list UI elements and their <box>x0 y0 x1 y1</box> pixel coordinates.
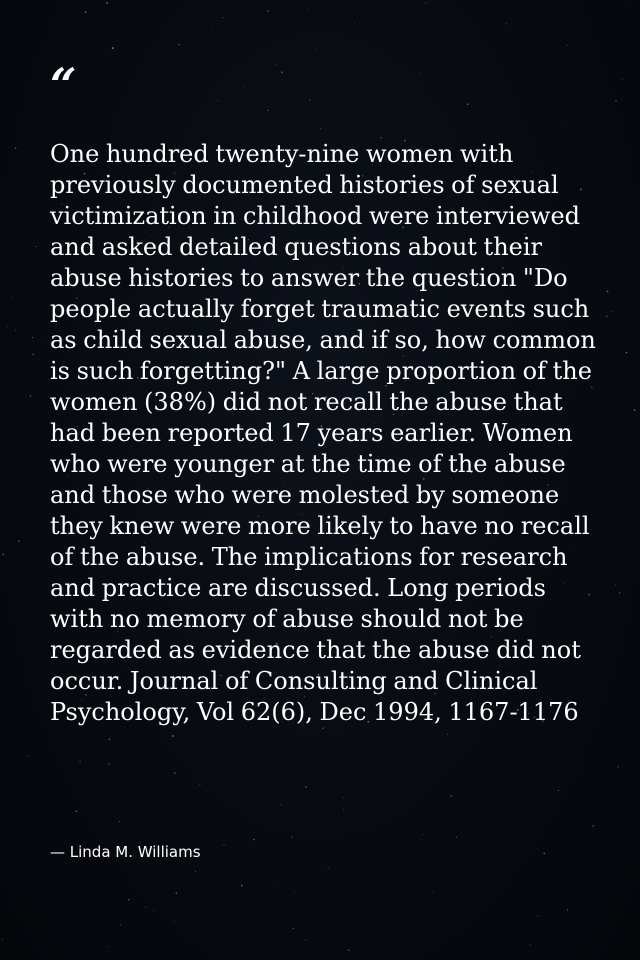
quote-text: One hundred twenty-nine women with previously documented histories of sexual victimization in childhood were interviewed and asked detailed questions about their abuse histories to answer the question "Do people actually forget traumatic events such as child sexual abuse, and if so, how common is such forgetting?" A large proportion of the women (38%) did not recall the abuse that had been reported 17 years earlier. Women who were younger at the time of the abuse and those who were molested by someone they knew were more likely to have no recall of the abuse. The implications for research and practice are discussed. Long periods with no memory of abuse should not be regarded as evidence that the abuse did not occur. Journal of Consulting and Clinical Psychology, Vol 62(6), Dec 1994, 1167-1176 <box>50 140 596 726</box>
quote-attribution: — Linda M. Williams <box>50 843 201 861</box>
quote-mark-icon: “ <box>50 58 73 112</box>
